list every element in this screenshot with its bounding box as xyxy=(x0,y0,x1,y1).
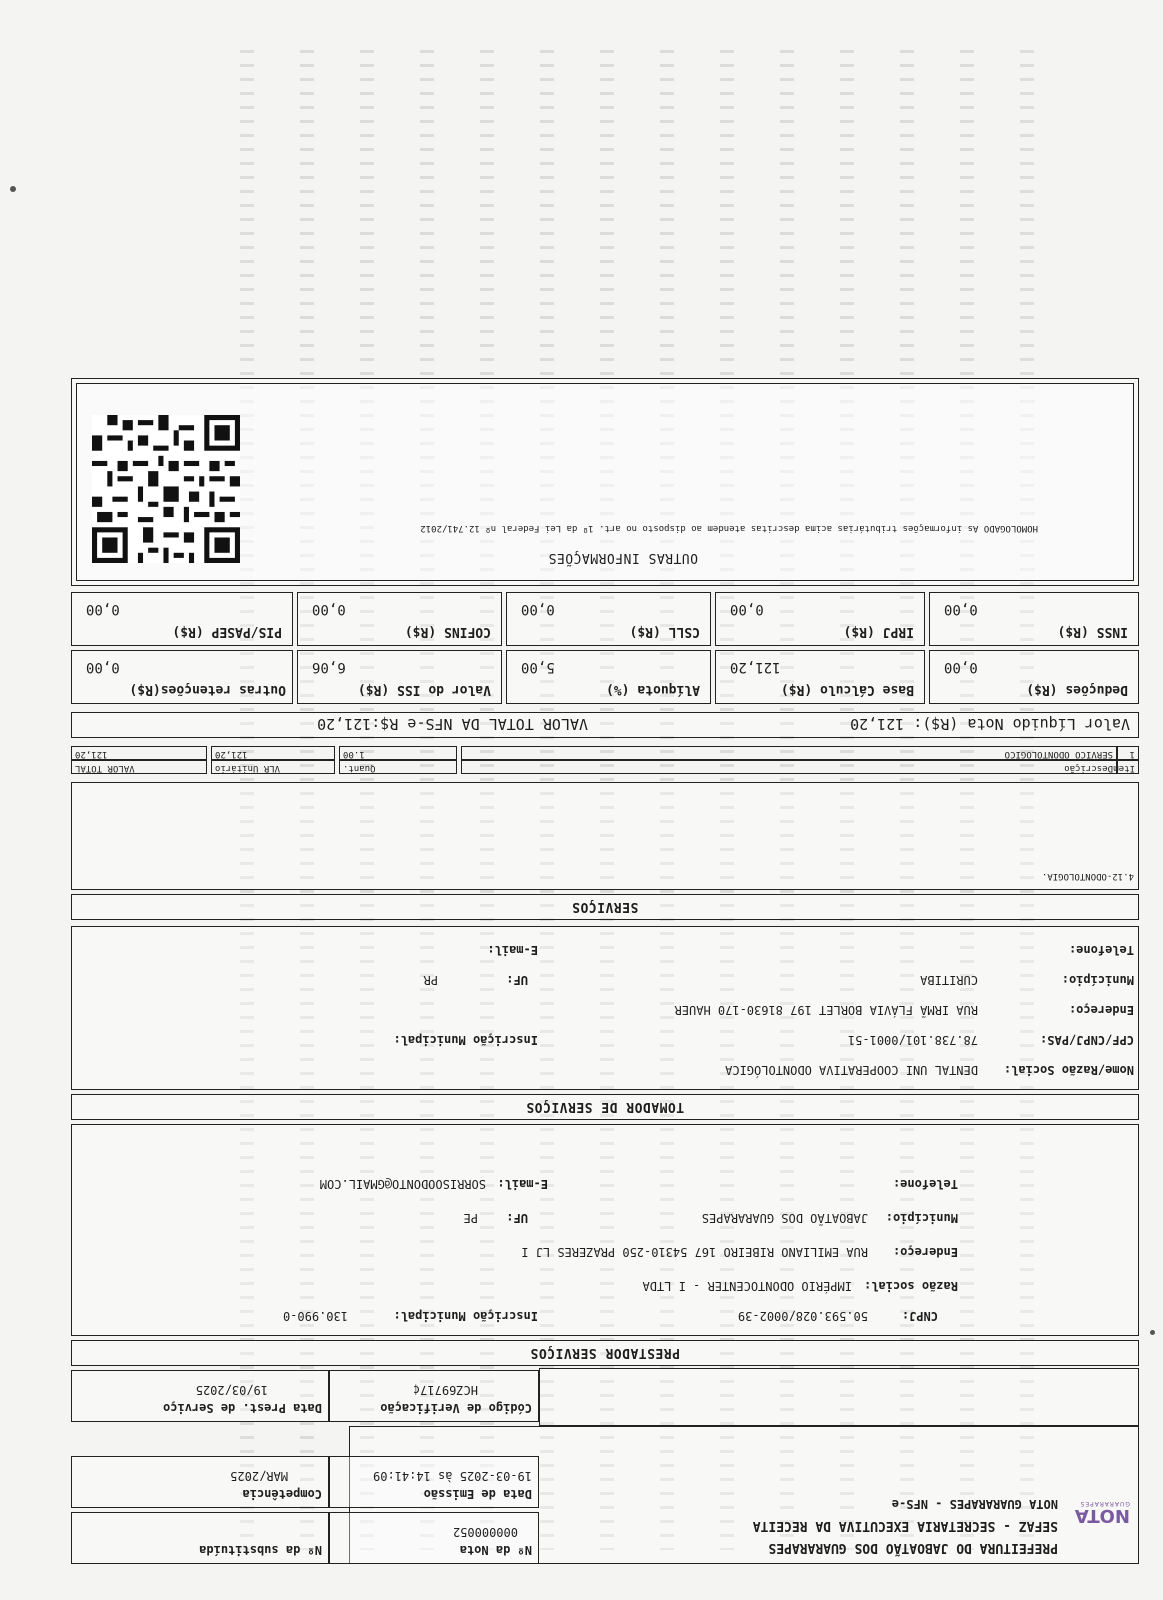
tomador-box xyxy=(71,926,1139,1090)
col-header-quant: Quant. xyxy=(339,760,457,774)
tomador-email-label: E-mail: xyxy=(487,943,538,957)
data-prestacao-box xyxy=(71,1370,329,1422)
logo-subtext: GUARARAPES xyxy=(1079,1500,1130,1507)
tax-pis-pasep-label: PIS/PASEP (R$) xyxy=(172,624,282,639)
col-header-item: Item xyxy=(1117,760,1139,774)
scan-speck xyxy=(1150,1330,1155,1335)
codigo-verificacao-label: Código de Verificação xyxy=(380,1401,532,1415)
tomador-municipio-label: Município: xyxy=(1061,973,1134,987)
tomador-cpf-label: CPF/CNPJ/PAS: xyxy=(1040,1033,1134,1047)
tax-csll xyxy=(506,592,711,646)
tax-base-calculo xyxy=(715,650,925,704)
tomador-title: TOMADOR DE SERVIÇOS xyxy=(525,1099,685,1115)
servicos-title: SERVIÇOS xyxy=(571,899,639,915)
outras-informacoes-box xyxy=(71,378,1139,586)
prestador-telefone-label: Telefone: xyxy=(892,1177,958,1191)
substituida-label: Nº da substituída xyxy=(199,1543,322,1557)
prestador-razao-label: Razão social: xyxy=(864,1279,958,1293)
tomador-endereco-value: RUA IRMÃ FLÁVIA BORLET 197 81630-170 HAUER xyxy=(674,1003,978,1017)
prestador-endereco-label: Endereço: xyxy=(892,1245,958,1259)
tax-aliquota-value: 5,00 xyxy=(521,659,555,675)
tax-csll-value: 0,00 xyxy=(521,601,555,617)
tomador-municipio-value: CURITIBA xyxy=(920,973,978,987)
tax-deducoes-value: 0,00 xyxy=(944,659,978,675)
tax-aliquota xyxy=(506,650,711,704)
nota-logo xyxy=(1074,1500,1130,1526)
prestador-razao-value: IMPÉRIO ODONTOCENTER - I LTDA xyxy=(642,1279,852,1293)
prestador-municipio-label: Município: xyxy=(885,1211,958,1225)
tax-outras-retencoes-label: Outras retenções(R$) xyxy=(129,682,286,697)
data-prestacao-label: Data Prest. de Serviço xyxy=(163,1401,322,1415)
tax-aliquota-label: Alíquota (%) xyxy=(606,682,700,697)
tax-csll-label: CSLL (R$) xyxy=(629,624,700,639)
prestador-endereco-value: RUA EMILIANO RIBEIRO 167 54310-250 PRAZERES LJ I xyxy=(521,1245,868,1259)
document-type: NOTA GUARARAPES - NFS-e xyxy=(891,1497,1058,1511)
substituida-box xyxy=(71,1512,329,1564)
prestador-municipio-value: JABOATÃO DOS GUARARAPES xyxy=(701,1211,868,1225)
row-vlr-unitario: 121,20 xyxy=(211,746,335,760)
col-header-descricao: Descrição xyxy=(461,760,1117,774)
tax-valor-iss xyxy=(297,650,502,704)
prestador-inscricao-value: 130.990-0 xyxy=(282,1309,348,1323)
tomador-nome-label: Nome/Razão Social: xyxy=(1003,1063,1134,1077)
row-valor-total: 121,20 xyxy=(71,746,207,760)
tax-valor-iss-label: Valor do ISS (R$) xyxy=(357,682,491,697)
tomador-inscricao-label: Inscrição Municipal: xyxy=(393,1033,538,1047)
tax-outras-retencoes-value: 0,00 xyxy=(86,659,120,675)
tax-cofins xyxy=(297,592,502,646)
row-item: 1 xyxy=(1117,746,1139,760)
tomador-telefone-label: Telefone: xyxy=(1068,943,1134,957)
codigo-verificacao-value: HCZ69717¢ xyxy=(412,1383,478,1397)
tomador-nome-value: DENTAL UNI COOPERATIVA ODONTOLÓGICA xyxy=(725,1063,978,1077)
valor-total-nfse: VALOR TOTAL DA NFS-e R$:121,20 xyxy=(317,715,588,733)
outras-text: HOMOLOGADO As informações tributárias acima descritas atendem ao disposto no art. 1º da Lei Federal nº 12.741/2012 xyxy=(420,523,1038,533)
competencia-label: Competência xyxy=(242,1487,322,1501)
prestador-inscricao-label: Inscrição Municipal: xyxy=(393,1309,538,1323)
municipality-title: PREFEITURA DO JABOATÃO DOS GUARARAPES xyxy=(768,1540,1058,1555)
tax-pis-pasep xyxy=(71,592,293,646)
scan-speck xyxy=(10,186,16,192)
tomador-section-header xyxy=(71,1094,1139,1120)
competencia-box xyxy=(71,1456,329,1508)
data-emissao-value: 19-03-2025 às 14:41:09 xyxy=(373,1469,532,1483)
tomador-uf-value: PR xyxy=(423,973,438,987)
data-prestacao-value: 19/03/2025 xyxy=(195,1383,268,1397)
numero-nota-box xyxy=(329,1512,539,1564)
servicos-section-header xyxy=(71,894,1139,920)
numero-nota-value: 000000052 xyxy=(452,1525,518,1539)
nfse-document xyxy=(71,44,1139,1564)
numero-nota-label: Nº da Nota xyxy=(459,1543,532,1557)
tax-pis-pasep-value: 0,00 xyxy=(86,601,120,617)
prestador-cnpj-value: 50.593.028/0002-39 xyxy=(737,1309,868,1323)
prestador-uf-label: UF: xyxy=(506,1211,528,1225)
prestador-cnpj-label: CNPJ: xyxy=(901,1309,938,1323)
col-header-vlr-unitario: VLR Unitário xyxy=(211,760,335,774)
logo-text: NOTA xyxy=(1074,1505,1130,1526)
valor-liquido: Valor Líquido Nota (R$): 121,20 xyxy=(850,715,1130,733)
outras-title: OUTRAS INFORMAÇÕES xyxy=(548,550,698,565)
tax-irpj-value: 0,00 xyxy=(730,601,764,617)
codigo-verificacao-box xyxy=(329,1370,539,1422)
servicos-discriminacao-box xyxy=(71,782,1139,890)
prestador-email-label: E-mail: xyxy=(497,1177,548,1191)
tax-base-calculo-label: Base Cálculo (R$) xyxy=(780,682,914,697)
qr-code-icon xyxy=(92,415,240,563)
tomador-endereco-label: Endereço: xyxy=(1068,1003,1134,1017)
tomador-cpf-value: 78.738.101/0001-51 xyxy=(847,1033,978,1047)
header-blank-box xyxy=(539,1368,1139,1426)
tax-valor-iss-value: 6,06 xyxy=(312,659,346,675)
row-quant: 1.00 xyxy=(339,746,457,760)
tax-cofins-value: 0,00 xyxy=(312,601,346,617)
totais-box xyxy=(71,712,1139,738)
prestador-email-value: SORRISOODONTO@GMAIL.COM xyxy=(319,1177,486,1191)
tax-deducoes xyxy=(929,650,1139,704)
data-emissao-box xyxy=(329,1456,539,1508)
tax-outras-retencoes xyxy=(71,650,293,704)
tax-inss-label: INSS (R$) xyxy=(1057,624,1128,639)
servicos-discriminacao: 4.12-ODONTOLOGIA. xyxy=(1041,871,1134,881)
tax-inss-value: 0,00 xyxy=(944,601,978,617)
prestador-uf-value: PE xyxy=(463,1211,478,1225)
tax-deducoes-label: Deduções (R$) xyxy=(1026,682,1128,697)
tax-base-calculo-value: 121,20 xyxy=(730,659,781,675)
tax-inss xyxy=(929,592,1139,646)
tax-irpj xyxy=(715,592,925,646)
data-emissao-label: Data de Emissão xyxy=(423,1487,532,1501)
tax-irpj-label: IRPJ (R$) xyxy=(843,624,914,639)
prestador-section-header xyxy=(71,1340,1139,1366)
competencia-value: MAR/2025 xyxy=(230,1469,288,1483)
tomador-uf-label: UF: xyxy=(506,973,528,987)
col-header-valor-total: VALOR TOTAL xyxy=(71,760,207,774)
prestador-title: PRESTADOR SERVIÇOS xyxy=(530,1345,680,1361)
row-descricao: SERVICO ODONTOLOGICO xyxy=(461,746,1117,760)
tax-cofins-label: COFINS (R$) xyxy=(404,624,491,639)
department-title: SEFAZ - SECRETARIA EXECUTIVA DA RECEITA xyxy=(752,1518,1058,1533)
prestador-box xyxy=(71,1124,1139,1336)
